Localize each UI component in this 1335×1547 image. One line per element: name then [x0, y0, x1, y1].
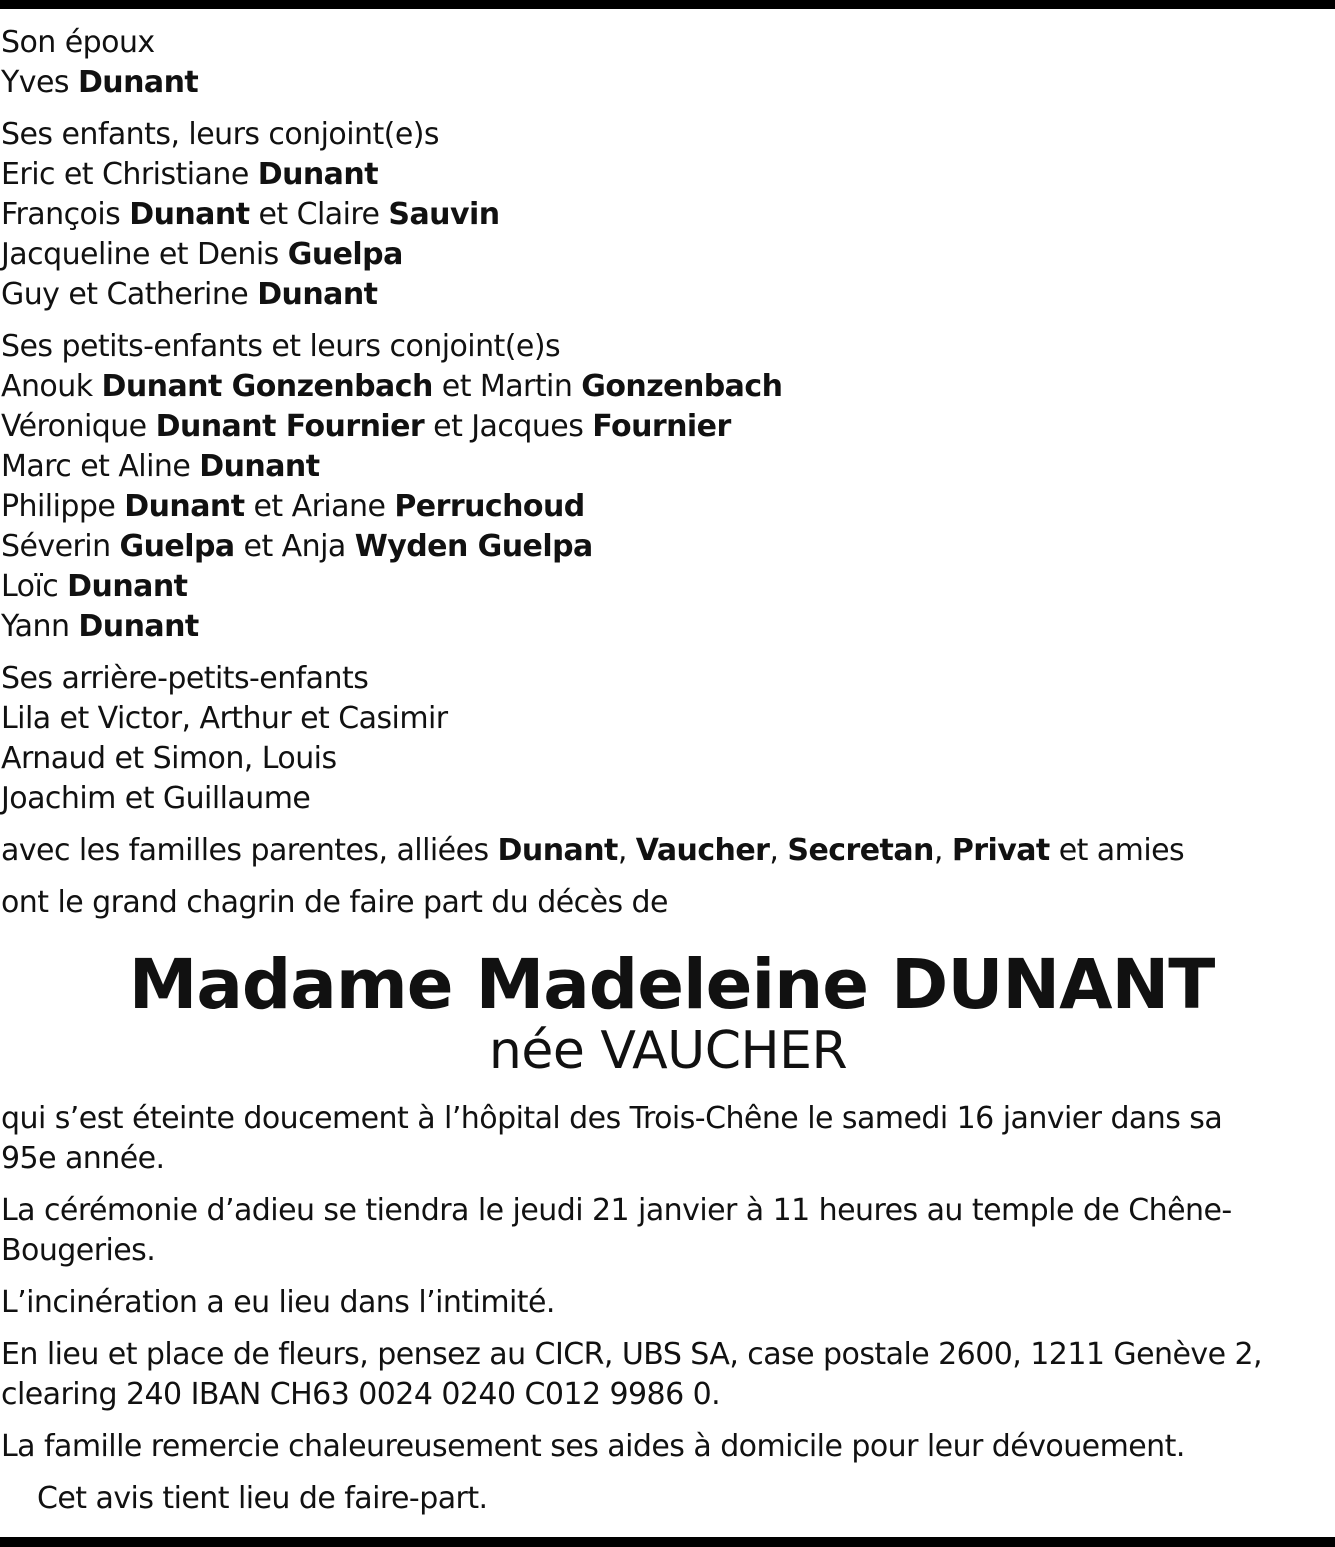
- surname: Dunant: [67, 569, 188, 604]
- family-line: [1, 195, 1335, 235]
- family-line: [1, 567, 1335, 607]
- family-line: [1, 831, 1335, 871]
- text-segment: ,: [617, 833, 636, 868]
- family-line: [1, 155, 1335, 195]
- surname: Sauvin: [388, 197, 500, 232]
- text-segment: Son époux: [1, 25, 155, 60]
- family-group: [1, 23, 1335, 103]
- paragraph-line: La cérémonie d’adieu se tiendra le jeudi 21 janvier à 11 heures au temple de Chêne-: [1, 1193, 1232, 1228]
- text-segment: et Martin: [432, 369, 582, 404]
- surname: Dunant Fournier: [155, 409, 425, 444]
- text-segment: Jacqueline et Denis: [1, 237, 288, 272]
- family-line: [1, 779, 1335, 819]
- notice-paragraph: [1, 1099, 1335, 1179]
- family-group: [1, 327, 1335, 647]
- surname: Dunant: [124, 489, 245, 524]
- family-group: [1, 115, 1335, 315]
- text-segment: Séverin: [1, 529, 120, 564]
- family-line: [1, 63, 1335, 103]
- text-segment: François: [1, 197, 130, 232]
- text-segment: et amies: [1049, 833, 1185, 868]
- surname: Guelpa: [119, 529, 235, 564]
- family-line: [1, 115, 1335, 155]
- text-segment: et Jacques: [424, 409, 593, 444]
- text-segment: Ses enfants, leurs conjoint(e)s: [1, 117, 439, 152]
- surname: Wyden Guelpa: [354, 529, 593, 564]
- paragraph-line: clearing 240 IBAN CH63 0024 0240 C012 9986 0.: [1, 1377, 721, 1412]
- family-line: [1, 367, 1335, 407]
- surname: Privat: [951, 833, 1050, 868]
- surname: Dunant Gonzenbach: [101, 369, 433, 404]
- surname: Dunant: [199, 449, 320, 484]
- text-segment: Marc et Aline: [1, 449, 200, 484]
- surname: Dunant: [257, 157, 378, 192]
- family-line: [1, 447, 1335, 487]
- deceased-name: Madame Madeleine DUNANT: [128, 945, 1215, 1025]
- text-segment: et Claire: [249, 197, 389, 232]
- text-segment: Lila et Victor, Arthur et Casimir: [1, 701, 448, 736]
- family-list: [1, 23, 1335, 923]
- paragraph-line: 95e année.: [1, 1141, 165, 1176]
- text-segment: Eric et Christiane: [1, 157, 258, 192]
- paragraph-line: L’incinération a eu lieu dans l’intimité.: [1, 1285, 555, 1320]
- text-segment: et Anja: [234, 529, 355, 564]
- family-line: [1, 275, 1335, 315]
- family-line: [1, 235, 1335, 275]
- text-segment: et Ariane: [244, 489, 395, 524]
- surname: Dunant: [77, 65, 199, 100]
- paragraph-line: qui s’est éteinte doucement à l’hôpital des Trois-Chêne le samedi 16 janvier dans sa: [1, 1101, 1223, 1136]
- text-segment: avec les familles parentes, alliées: [1, 833, 498, 868]
- family-line: [1, 527, 1335, 567]
- family-line: [1, 607, 1335, 647]
- footer-note: Cet avis tient lieu de faire-part.: [37, 1481, 488, 1516]
- surname: Fournier: [592, 409, 731, 444]
- family-line: [1, 23, 1335, 63]
- surname: Gonzenbach: [581, 369, 783, 404]
- text-segment: Anouk: [1, 369, 102, 404]
- text-segment: ont le grand chagrin de faire part du décès de: [1, 885, 668, 920]
- notice-paragraph: [1, 1191, 1335, 1271]
- surname: Dunant: [78, 609, 199, 644]
- family-group: [1, 659, 1335, 819]
- text-segment: Véronique: [1, 409, 156, 444]
- paragraph-line: En lieu et place de fleurs, pensez au CICR, UBS SA, case postale 2600, 1211 Genève 2,: [1, 1337, 1262, 1372]
- paragraph-line: La famille remercie chaleureusement ses aides à domicile pour leur dévouement.: [1, 1429, 1185, 1464]
- text-segment: Yann: [1, 609, 79, 644]
- family-line: [1, 407, 1335, 447]
- text-segment: Joachim et Guillaume: [1, 781, 311, 816]
- surname: Perruchoud: [394, 489, 585, 524]
- surname: Dunant: [257, 277, 378, 312]
- obituary-notice: [1, 23, 1335, 1519]
- family-group: [1, 883, 1335, 923]
- family-line: [1, 487, 1335, 527]
- text-segment: Ses petits-enfants et leurs conjoint(e)s: [1, 329, 561, 364]
- text-segment: Yves: [1, 65, 78, 100]
- surname: Guelpa: [287, 237, 403, 272]
- text-segment: Arnaud et Simon, Louis: [1, 741, 337, 776]
- text-segment: Ses arrière-petits-enfants: [1, 661, 369, 696]
- notice-paragraph: [1, 1283, 1335, 1323]
- family-line: [1, 659, 1335, 699]
- notice-paragraph: [1, 1335, 1335, 1415]
- bottom-rule: [0, 1537, 1335, 1547]
- family-line: [1, 883, 1335, 923]
- surname: Secretan: [787, 833, 934, 868]
- text-segment: ,: [769, 833, 788, 868]
- family-group: [1, 831, 1335, 871]
- text-segment: Guy et Catherine: [1, 277, 258, 312]
- surname: Dunant: [129, 197, 250, 232]
- notice-body: [1, 1099, 1335, 1467]
- top-rule: [0, 0, 1335, 9]
- family-line: [1, 699, 1335, 739]
- family-line: [1, 739, 1335, 779]
- text-segment: Philippe: [1, 489, 125, 524]
- notice-paragraph: [1, 1427, 1335, 1467]
- family-line: [1, 327, 1335, 367]
- text-segment: ,: [933, 833, 952, 868]
- paragraph-line: Bougeries.: [1, 1233, 156, 1268]
- surname: Vaucher: [635, 833, 770, 868]
- maiden-name: née VAUCHER: [488, 1021, 848, 1081]
- text-segment: Loïc: [1, 569, 68, 604]
- surname: Dunant: [497, 833, 618, 868]
